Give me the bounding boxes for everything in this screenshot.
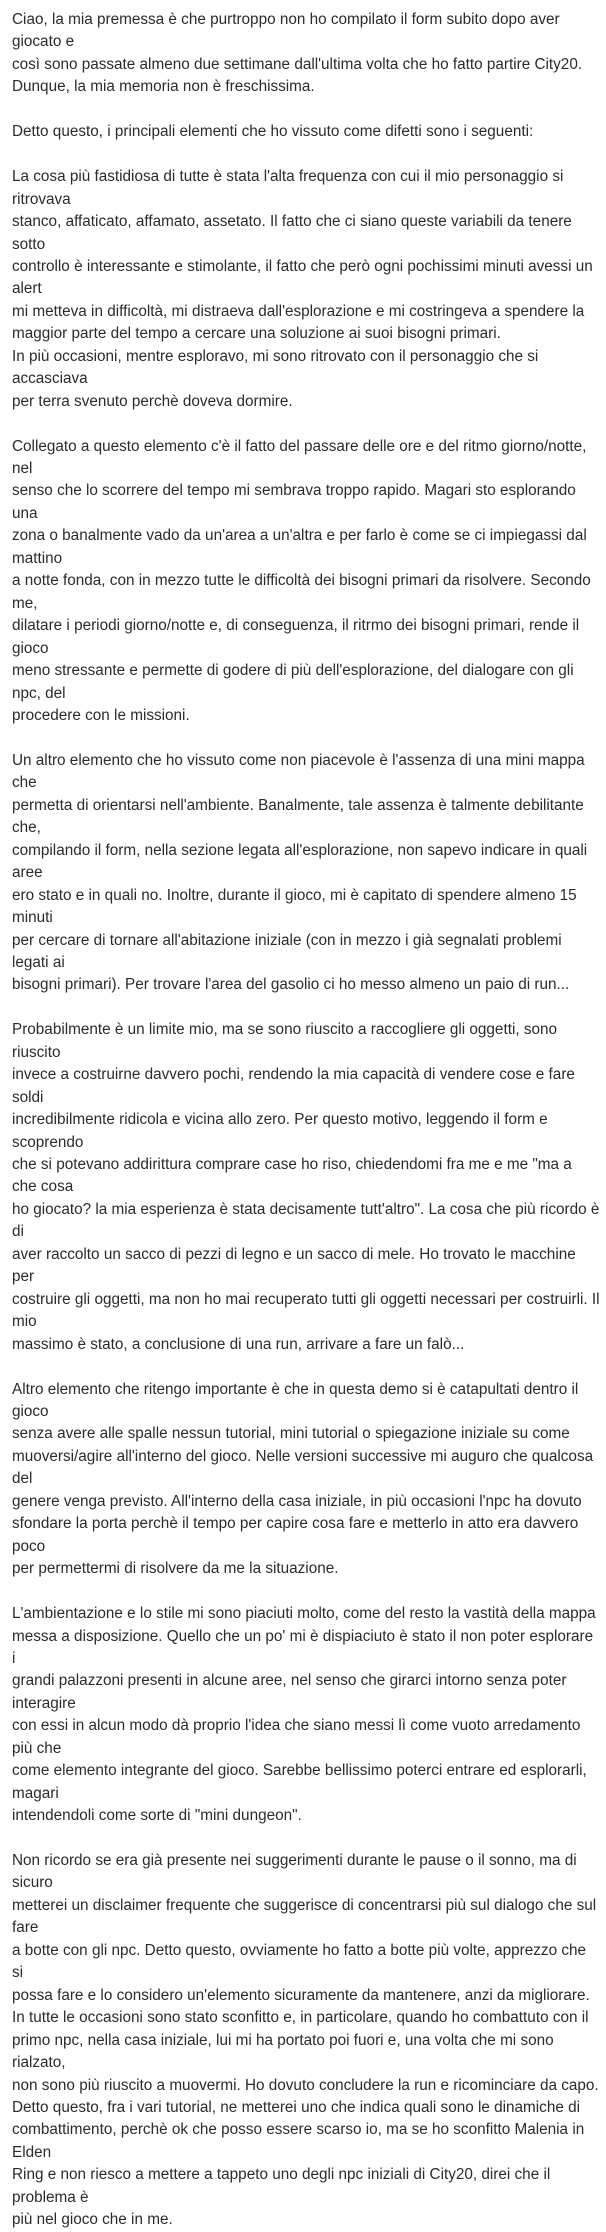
paragraph-mini-map: Un altro elemento che ho vissuto come non piacevole è l'assenza di una mini mappa che permetta di orientarsi nell'ambiente. Banalmente, tale assenza è talmente debilitante che, compilando il form, nella sezione legata all'esplorazione, non sapevo indicare in quali aree ero stato e in quali no. Inoltre, durante il gioco, mi è capitato di spendere almeno 15 minuti per cercare di tornare all'abitazione iniziale (con in mezzo i già segnalati problemi legati ai bisogni primari). Per trovare l'area del gasolio ci ho messo almeno un paio di run... <box>12 751 588 994</box>
paragraph-combat: Non ricordo se era già presente nei suggerimenti durante le pause o il sonno, ma di sicuro metterei un disclaimer frequente che suggerisce di concentrarsi più sul dialogo che sul fare a botte con gli npc. Detto questo, ovviamente ho fatto a botte più volte, apprezzo che si possa fare e lo considero un'elemento sicuramente da mantenere, anzi da migliorare. In tutte le occasioni sono stato sconfitto e, in particolare, quando ho combattuto con il primo npc, nella casa iniziale, lui mi ha portato poi fuori e, una volta che mi sono rialzato, non sono più riuscito a muovermi. Ho dovuto concludere la run e ricominciare da capo. Detto questo, fra i vari tutorial, ne metterei uno che indica quali sono le dinamiche di combattimento, perchè ok che posso essere scarso io, ma se ho sconfitto Malenia in Elden Ring e non riesco a mettere a tappeto uno degli npc iniziali di City20, direi che il problema è più nel gioco che in me. <box>12 1852 599 2229</box>
paragraph-primary-needs: La cosa più fastidiosa di tutte è stata l'alta frequenza con cui il mio personaggio si ritrovava stanco, affaticato, affamato, assetato. Il fatto che ci siano queste variabili da tenere sotto controllo è interessante e stimolante, il fatto che però ogni pochissimi minuti avessi un alert mi metteva in difficoltà, mi distraeva dall'esplorazione e mi costringeva a spendere la maggior parte del tempo a cercare una soluzione ai suoi bisogni primari. In più occasioni, mentre esploravo, mi sono ritrovato con il personaggio che si accasciava per terra svenuto perchè doveva dormire. <box>12 168 593 410</box>
feedback-document <box>12 9 600 2232</box>
paragraph-defects-heading: Detto questo, i principali elementi che ho vissuto come difetti sono i seguenti: <box>12 123 534 141</box>
paragraph-setting-buildings: L'ambientazione e lo stile mi sono piaciuti molto, come del resto la vastità della mappa messa a disposizione. Quello che un po' mi è dispiaciuto è stato il non poter esplorare i grandi palazzoni presenti in alcune aree, nel senso che girarci intorno senza poter interagire con essi in alcun modo dà proprio l'idea che siano messi lì come vuoto arredamento più che come elemento integrante del gioco. Sarebbe bellissimo poterci entrare ed esplorarli, magari intendendoli come sorte di "mini dungeon". <box>12 1605 596 1825</box>
paragraph-intro: Ciao, la mia premessa è che purtroppo non ho compilato il form subito dopo aver giocato e così sono passate almeno due settimane dall'ultima volta che ho fatto partire City20. Dunque, la mia memoria non è freschissima. <box>12 11 583 96</box>
paragraph-crafting: Probabilmente è un limite mio, ma se sono riuscito a raccogliere gli oggetti, sono riuscito invece a costruirne davvero pochi, rendendo la mia capacità di vendere cose e fare soldi incredibilmente ridicola e vicina allo zero. Per questo motivo, leggendo il form e scoprendo che si potevano addirittura comprare case ho riso, chiedendomi fra me e me "ma a che cosa ho giocato? la mia esperienza è stata decisamente tutt'altro". La cosa che più ricordo è di aver raccolto un sacco di pezzi di legno e un sacco di mele. Ho trovato le macchine per costruire gli oggetti, ma non ho mai recuperato tutti gli oggetti necessari per costruirli. Il mio massimo è stato, a conclusione di una run, arrivare a fare un falò... <box>12 1021 600 1353</box>
paragraph-day-night-cycle: Collegato a questo elemento c'è il fatto del passare delle ore e del ritmo giorno/notte, nel senso che lo scorrere del tempo mi sembrava troppo rapido. Magari sto esplorando una zona o banalmente vado da un'area a un'altra e per farlo è come se ci impiegassi dal mattino a notte fonda, con in mezzo tutte le difficoltà dei bisogni primari da risolvere. Secondo me, dilatare i periodi giorno/notte e, di conseguenza, il ritrmo dei bisogni primari, rende il gioco meno stressante e permette di godere di più dell'esplorazione, del dialogare con gli npc, del procedere con le missioni. <box>12 437 591 724</box>
paragraph-tutorial: Altro elemento che ritengo importante è che in questa demo si è catapultati dentro il gioco senza avere alle spalle nessun tutorial, mini tutorial o spiegazione iniziale su come muoversi/agire all'interno del gioco. Nelle versioni successive mi auguro che qualcosa del genere venga previsto. All'interno della casa iniziale, in più occasioni l'npc ha dovuto sfondare la porta perchè il tempo per capire cosa fare e metterlo in atto era davvero poco per permettermi di risolvere da me la situazione. <box>12 1380 594 1578</box>
